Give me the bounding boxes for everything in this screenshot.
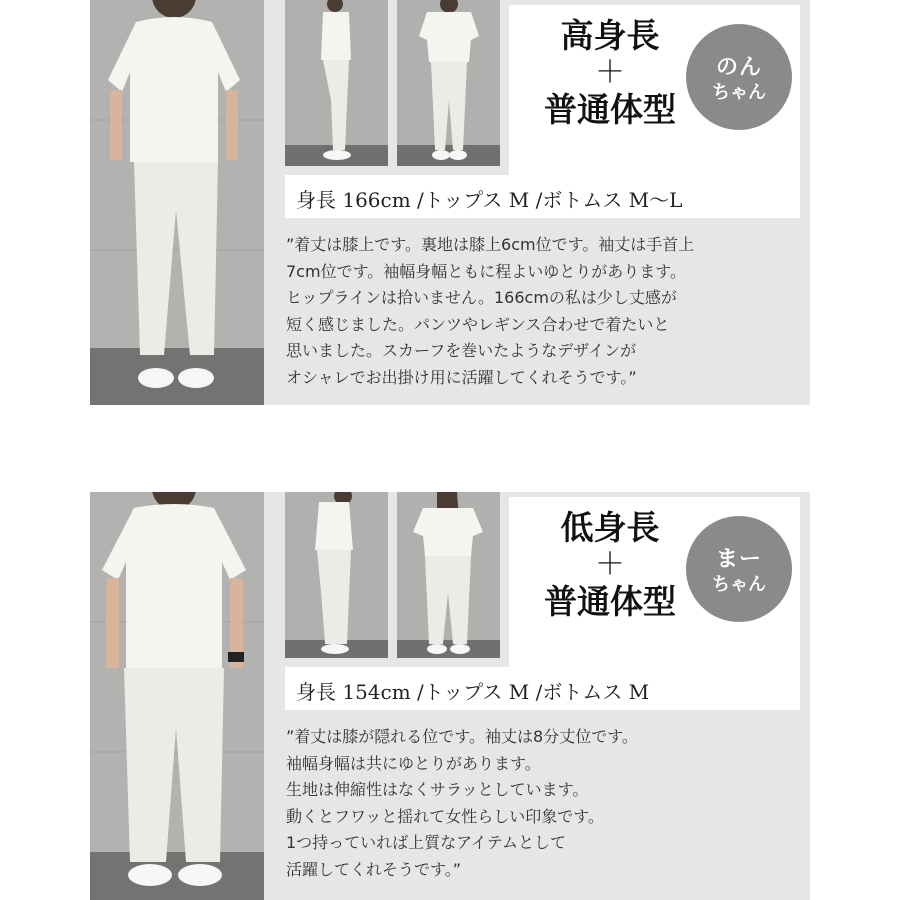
comment-line: 短く感じました。パンツやレギンス合わせで着たいと [286,314,670,334]
model-name-badge [686,24,792,130]
body-type: 普通体型 [544,90,676,129]
comment-line: 袖幅身幅は共にゆとりがあります。 [286,753,541,773]
comment-line: 1つ持っていれば上質なアイテムとして [286,833,566,852]
body-type: 普通体型 [544,582,676,621]
model-name-suffix: ちゃん [712,574,766,595]
model-review-card [90,492,810,900]
review-comment [286,232,796,391]
comment-line: 生地は伸縮性はなくサラッとしています。 [286,780,589,799]
review-comment [286,724,796,883]
comment-line: オシャレでお出掛け用に活躍してくれそうです。” [286,367,637,387]
size-spec: 身長 166cm /トップス M /ボトムス M〜L [296,188,683,212]
body-type-heading [517,17,703,129]
model-front-photo [90,0,264,405]
profile-header [509,497,800,667]
model-front-photo [90,492,264,900]
model-review-card [90,0,810,405]
model-name: まー [715,547,762,572]
comment-line: 7cm位です。袖幅身幅ともに程よいゆとりがあります。 [286,261,687,281]
model-side-photo [285,492,388,658]
comment-line: ”着丈は膝が隠れる位です。袖丈は8分丈位です。 [286,727,638,746]
comment-line: 思いました。スカーフを巻いたようなデザインが [286,341,637,360]
model-name-badge [686,516,792,622]
height-type: 高身長 [560,16,660,55]
model-back-photo [397,0,500,166]
comment-line: 動くとフワッと揺れて女性らしい印象です。 [286,806,604,826]
comment-line: ヒップラインは拾いません。166cmの私は少し丈感が [286,288,677,307]
size-spec-bar [285,175,800,218]
model-back-photo [397,492,500,658]
plus-sign: ＋ [595,547,625,582]
model-name-suffix: ちゃん [712,82,766,103]
size-spec-bar [285,667,800,710]
comment-line: ”着丈は膝上です。裏地は膝上6cm位です。袖丈は手首上 [286,235,695,254]
body-type-heading [517,509,703,621]
model-name: のん [715,55,762,80]
size-spec: 身長 154cm /トップス M /ボトムス M [296,680,650,704]
profile-header [509,5,800,175]
height-type: 低身長 [560,508,660,547]
model-side-photo [285,0,388,166]
comment-line: 活躍してくれそうです。” [286,859,462,879]
plus-sign: ＋ [595,55,625,90]
